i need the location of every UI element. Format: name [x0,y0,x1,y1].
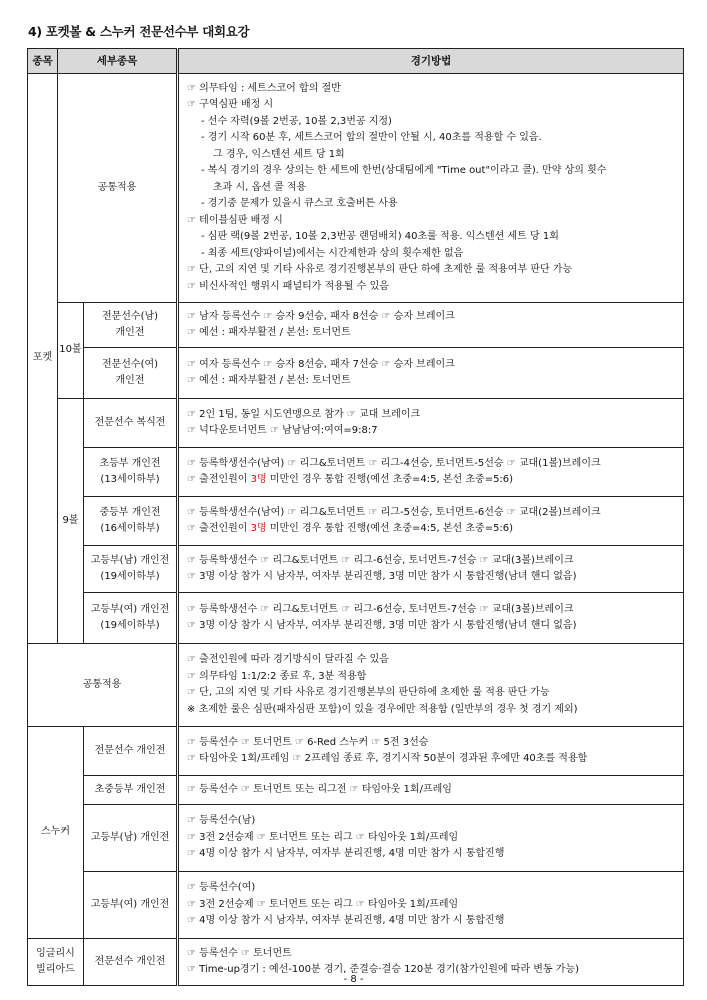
method-pocket-common [178,74,684,303]
rule-line: ☞ 등록학생선수(남여) ☞ 리그&토너먼트 ☞ 리그-4선승, 토너먼트-5선승 ☞ 교대(1볼)브레이크 [187,457,601,469]
category-label: 중등부 개인전 [99,506,161,518]
header-category: 세부종목 [58,49,178,74]
header-row [28,49,684,74]
category-label: (13세이하부) [100,474,160,485]
rule-line: ☞ 단, 고의 지연 및 기타 사유로 경기진행본부의 판단 하에 초제한 룰 적용여부 판단 가능 [187,264,573,276]
category-label: 전문선수(남) [101,310,159,322]
rules-table [27,48,684,986]
rule-line: ☞ 예선 : 패자부활전 / 본선: 토너먼트 [187,327,351,338]
rule-line: ☞ 등록학생선수(남여) ☞ 리그&토너먼트 ☞ 리그-5선승, 토너먼트-6선승 ☞ 교대(2볼)브레이크 [187,506,601,518]
category-9ball-doubles: 전문선수 복식전 [84,399,178,448]
category-elementary [84,448,178,497]
category-snooker-high-men: 고등부(남) 개인전 [84,805,178,872]
rule-line: ☞ 3명 이상 참가 시 남자부, 여자부 분리진행, 3명 미만 참가 시 통합진행(남녀 핸디 없음) [187,571,577,582]
category-common: 공통적용 [28,644,178,727]
rule-line: ☞ 4명 이상 참가 시 남자부, 여자부 분리진행, 4명 미만 참가 시 통합진행 [187,848,505,860]
method-10ball-women [178,348,684,399]
table-row [28,727,684,776]
rule-line: - 경기중 문제가 있을시 큐스코 호출버튼 사용 [201,198,398,210]
table-row [28,399,684,448]
category-snooker-pro: 전문선수 개인전 [84,727,178,776]
method-10ball-men [178,303,684,348]
table-row [28,303,684,348]
category-label: (16세이하부) [100,523,160,534]
ball-10: 10볼 [58,303,84,399]
event-snooker: 스누커 [28,727,84,939]
category-english-pro: 전문선수 개인전 [84,939,178,986]
rule-line: ☞ 예선 : 패자부활전 / 본선: 토너먼트 [187,375,351,386]
rule-line: ☞ 비신사적인 행위시 패널티가 적용될 수 있음 [187,280,389,292]
method-middle [178,497,684,546]
category-high-men [84,546,178,593]
header-method: 경기방법 [178,49,684,74]
category-label: 초등부 개인전 [99,457,161,469]
category-label: (19세이하부) [100,620,160,631]
rule-line: ☞ 출전인원에 따라 경기방식이 달라질 수 있음 [187,654,389,665]
category-10ball-women [84,348,178,399]
rule-line: - 최종 세트(양파이널)에서는 시간제한과 상의 횟수제한 없음 [201,247,464,259]
rule-line: ☞ 단, 고의 지연 및 기타 사유로 경기진행본부의 판단하에 초제한 룰 적용 판단 가능 [187,687,550,698]
rule-line [187,521,679,538]
rule-text: ☞ 출전인원이 [187,474,251,485]
rule-line: ☞ 4명 이상 참가 시 남자부, 여자부 분리진행, 4명 미만 참가 시 통합진행 [187,915,505,927]
category-label: 전문선수(여) [101,358,159,370]
rule-text: ☞ 출전인원이 [187,523,251,534]
highlight-count: 3명 [250,474,267,485]
rule-line: ☞ 등록선수 ☞ 토너먼트 또는 리그전 ☞ 타임아웃 1회/프레임 [187,783,452,795]
rule-line: ☞ 의무타임 1:1/2:2 종료 후, 3분 적용함 [187,670,367,682]
method-snooker-high-women [178,872,684,939]
category-middle [84,497,178,546]
method-common [178,644,684,727]
event-label: 잉글리시 [36,947,75,959]
rule-line: ☞ 남자 등록선수 ☞ 승자 9선승, 패자 8선승 ☞ 승자 브레이크 [187,310,455,322]
method-snooker-high-men [178,805,684,872]
table-row [28,593,684,644]
rule-line: ☞ 타임아웃 1회/프레임 ☞ 2프레임 종료 후, 경기시작 50분이 경과된 후에만 40초를 적용함 [187,753,588,764]
table-row [28,546,684,593]
rule-line: ☞ 등록학생선수 ☞ 리그&토너먼트 ☞ 리그-6선승, 토너먼트-7선승 ☞ 교대(3볼)브레이크 [187,603,574,615]
rule-line: ☞ 3명 이상 참가 시 남자부, 여자부 분리진행, 3명 미만 참가 시 통합진행(남녀 핸디 없음) [187,620,577,631]
category-label: 개인전 [115,375,145,386]
highlight-count: 3명 [250,523,267,534]
rule-line: - 경기 시작 60분 후, 세트스코어 합의 절반이 안될 시, 40초를 적용할 수 있음. [201,132,542,144]
category-label: 개인전 [115,327,145,338]
rule-line: ☞ 등록선수(남) [187,815,256,827]
method-high-men [178,546,684,593]
method-snooker-elem-mid [178,776,684,805]
table-row [28,644,684,727]
rule-text: 미만인 경우 통합 진행(예선 초중=4:5, 본선 초중=5:6) [266,523,514,534]
rule-line: ☞ 3전 2선승제 ☞ 토너먼트 또는 리그 ☞ 타임아웃 1회/프레임 [187,898,459,910]
category-pocket-common: 공통적용 [58,74,178,303]
rule-line: - 복식 경기의 경우 상의는 한 세트에 한번(상대팀에게 "Time out"이라고 콜). 만약 상의 횟수 [201,165,607,177]
table-row [28,74,684,303]
table-row [28,448,684,497]
rule-line: ☞ 2인 1팀, 동일 시도연맹으로 참가 ☞ 교대 브레이크 [187,408,421,420]
rule-line: ☞ 여자 등록선수 ☞ 승자 8선승, 패자 7선승 ☞ 승자 브레이크 [187,358,455,370]
page-number: - 8 - [343,974,364,985]
method-elementary [178,448,684,497]
rule-line: ☞ 등록선수 ☞ 토너먼트 [187,947,292,959]
method-snooker-pro [178,727,684,776]
rule-line: ☞ 구역심판 배정 시 [187,99,274,111]
rule-line: ☞ 등록선수(여) [187,882,256,894]
rule-line [187,472,679,489]
table-row [28,497,684,546]
table-row [28,348,684,399]
category-snooker-elem-mid: 초중등부 개인전 [84,776,178,805]
category-10ball-men [84,303,178,348]
rule-line: ☞ 의무타임 : 세트스코어 합의 절반 [187,82,341,94]
category-label: 고등부(여) 개인전 [90,603,170,615]
event-label: 빌리아드 [36,964,75,975]
rule-line: 그 경우, 익스텐션 세트 당 1회 [213,148,345,160]
table-row [28,776,684,805]
event-pocket: 포켓 [28,74,58,644]
rule-line: ☞ 등록선수 ☞ 토너먼트 ☞ 6-Red 스누커 ☞ 5전 3선승 [187,736,429,748]
category-snooker-high-women: 고등부(여) 개인전 [84,872,178,939]
header-event: 종목 [28,49,58,74]
category-high-women [84,593,178,644]
rule-line: ☞ Time-up경기 : 예선-100분 경기, 준결승·결승 120분 경기(참가인원에 따라 변동 가능) [187,964,580,975]
ball-9: 9볼 [58,399,84,644]
rule-line: ☞ 등록학생선수 ☞ 리그&토너먼트 ☞ 리그-6선승, 토너먼트-7선승 ☞ 교대(3볼)브레이크 [187,554,574,566]
rule-text: 미만인 경우 통합 진행(예선 초중=4:5, 본선 초중=5:6) [266,474,514,485]
category-label: 고등부(남) 개인전 [90,554,170,566]
rule-line: ☞ 넉다운토너먼트 ☞ 남남남여:여여=9:8:7 [187,425,378,436]
rule-line: ☞ 테이블심판 배정 시 [187,214,283,226]
section-title: 4) 포켓볼 & 스누커 전문선수부 대회요강 [28,24,250,39]
category-label: (19세이하부) [100,571,160,582]
rule-line: 초과 시, 옵션 콜 적용 [213,181,307,193]
table-row [28,872,684,939]
method-high-women [178,593,684,644]
table-row [28,805,684,872]
rule-line: ※ 초제한 룰은 심판(패자심판 포함)이 있을 경우에만 적용함 (일반부의 경우 첫 경기 제외) [187,703,578,715]
method-9ball-doubles [178,399,684,448]
rule-line: - 선수 자력(9볼 2번공, 10볼 2,3번공 지정) [201,115,392,127]
rule-line: ☞ 3전 2선승제 ☞ 토너먼트 또는 리그 ☞ 타임아웃 1회/프레임 [187,831,459,843]
rule-line: - 심판 랙(9볼 2번공, 10볼 2,3번공 랜덤배치) 40초룰 적용. 익스텐션 세트 당 1회 [201,231,559,243]
